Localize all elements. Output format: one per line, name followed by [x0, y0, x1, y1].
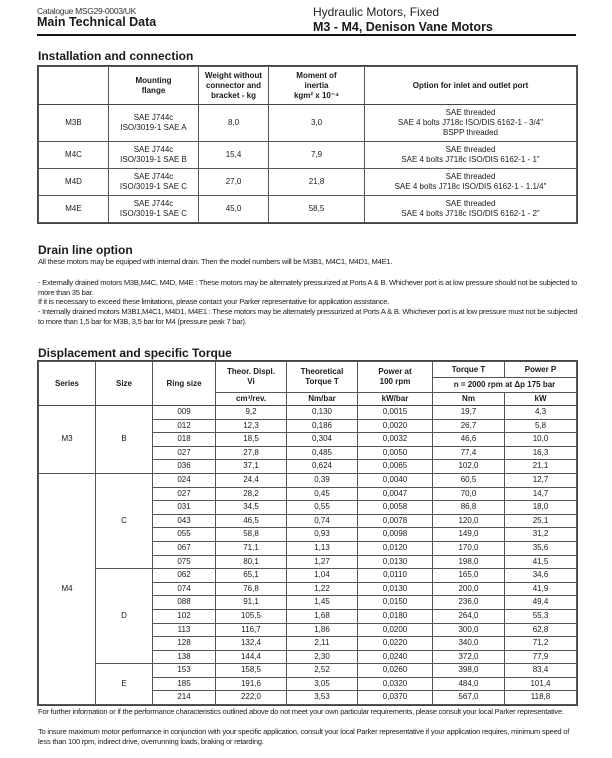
flange-line: ISO/3019-1 SAE C — [119, 209, 188, 218]
ring-cell: 031 — [153, 501, 216, 515]
col-displ-line: Vi — [247, 377, 255, 386]
torque-cell: 1,22 — [287, 582, 358, 596]
col-size: Size — [96, 362, 153, 406]
displ-cell: 28,2 — [216, 487, 287, 501]
model-cell: M4C — [39, 142, 109, 169]
torque-t-cell: 170,0 — [433, 541, 505, 555]
power-cell: 0,0150 — [358, 596, 433, 610]
ring-cell: 067 — [153, 541, 216, 555]
power-p-cell: 49,4 — [505, 596, 577, 610]
power-cell: 0,0130 — [358, 582, 433, 596]
flange-cell — [109, 169, 199, 196]
weight-cell: 27,0 — [199, 169, 269, 196]
ring-cell: 055 — [153, 528, 216, 542]
power-p-cell: 10,0 — [505, 433, 577, 447]
ring-cell: 024 — [153, 473, 216, 487]
torque-cell: 1,68 — [287, 609, 358, 623]
ring-cell: 012 — [153, 419, 216, 433]
displ-cell: 58,8 — [216, 528, 287, 542]
port-cell — [365, 142, 577, 169]
displ-cell: 12,3 — [216, 419, 287, 433]
power-cell: 0,0058 — [358, 501, 433, 515]
unit-kw: kW — [505, 393, 577, 406]
torque-t-cell: 198,0 — [433, 555, 505, 569]
torque-cell: 0,55 — [287, 501, 358, 515]
series-cell: M3 — [39, 406, 96, 474]
torque-t-cell: 70,0 — [433, 487, 505, 501]
unit-displ: cm³/rev. — [216, 393, 287, 406]
ring-cell: 113 — [153, 623, 216, 637]
torque-cell: 0,74 — [287, 514, 358, 528]
torque-cell: 2,52 — [287, 664, 358, 678]
flange-line: SAE J744c — [133, 145, 174, 154]
drain-intro: All these motors may be equiped with internal drain. Then the model numbers will be M3B1, M4C1, M4D1, M4E1. — [38, 257, 393, 266]
torque-cell: 0,186 — [287, 419, 358, 433]
power-cell: 0,0032 — [358, 433, 433, 447]
col-displ-line: Theor. Displ. — [226, 367, 275, 376]
table-row — [39, 142, 577, 169]
displacement-section-title: Displacement and specific Torque — [38, 346, 232, 360]
power-p-cell: 34,6 — [505, 569, 577, 583]
table-row — [39, 569, 577, 583]
torque-t-cell: 26,7 — [433, 419, 505, 433]
displ-cell: 116,7 — [216, 623, 287, 637]
flange-line: SAE J744c — [133, 199, 174, 208]
ring-cell: 102 — [153, 609, 216, 623]
displ-cell: 105,5 — [216, 609, 287, 623]
torque-cell: 0,485 — [287, 446, 358, 460]
col-theor-displ — [216, 362, 287, 393]
table-row — [39, 196, 577, 223]
ring-cell: 062 — [153, 569, 216, 583]
torque-t-cell: 372,0 — [433, 650, 505, 664]
ring-cell: 153 — [153, 664, 216, 678]
torque-cell: 1,04 — [287, 569, 358, 583]
torque-cell: 0,93 — [287, 528, 358, 542]
torque-t-cell: 340,0 — [433, 637, 505, 651]
torque-t-cell: 120,0 — [433, 514, 505, 528]
unit-nm: Nm — [433, 393, 505, 406]
col-power-line: 100 rpm — [379, 377, 411, 386]
power-p-cell: 62,8 — [505, 623, 577, 637]
col-power-p: Power P — [505, 362, 577, 378]
unit-torque: Nm/bar — [287, 393, 358, 406]
table-row — [39, 406, 577, 420]
power-p-cell: 21,1 — [505, 460, 577, 474]
displacement-table — [38, 361, 577, 705]
displ-cell: 46,5 — [216, 514, 287, 528]
ring-cell: 018 — [153, 433, 216, 447]
ring-cell: 074 — [153, 582, 216, 596]
torque-cell: 3,53 — [287, 691, 358, 705]
torque-cell: 2,30 — [287, 650, 358, 664]
displ-cell: 37,1 — [216, 460, 287, 474]
flange-line: ISO/3019-1 SAE C — [119, 182, 188, 191]
power-p-cell: 31,2 — [505, 528, 577, 542]
model-cell: M3B — [39, 105, 109, 142]
power-p-cell: 118,8 — [505, 691, 577, 705]
torque-t-cell: 300,0 — [433, 623, 505, 637]
power-cell: 0,0065 — [358, 460, 433, 474]
col-torque-line: Torque T — [305, 377, 339, 386]
power-p-cell: 25,1 — [505, 514, 577, 528]
flange-line: ISO/3019-1 SAE B — [120, 155, 187, 164]
flange-cell — [109, 105, 199, 142]
weight-cell: 45,0 — [199, 196, 269, 223]
torque-cell: 1,13 — [287, 541, 358, 555]
power-cell: 0,0110 — [358, 569, 433, 583]
product-title: M3 - M4, Denison Vane Motors — [313, 20, 493, 34]
col-torque-t: Torque T — [433, 362, 505, 378]
power-cell: 0,0047 — [358, 487, 433, 501]
torque-cell: 1,86 — [287, 623, 358, 637]
series-cell: M4 — [39, 473, 96, 704]
torque-t-cell: 149,0 — [433, 528, 505, 542]
size-cell: E — [96, 664, 153, 705]
torque-t-cell: 484,0 — [433, 677, 505, 691]
displ-cell: 158,5 — [216, 664, 287, 678]
power-cell: 0,0078 — [358, 514, 433, 528]
displ-cell: 191,6 — [216, 677, 287, 691]
flange-line: ISO/3019-1 SAE A — [120, 123, 187, 132]
ring-cell: 214 — [153, 691, 216, 705]
port-cell — [365, 169, 577, 196]
power-p-cell: 16,3 — [505, 446, 577, 460]
torque-cell: 0,45 — [287, 487, 358, 501]
power-cell: 0,0370 — [358, 691, 433, 705]
power-p-cell: 14,7 — [505, 487, 577, 501]
torque-t-cell: 86,8 — [433, 501, 505, 515]
power-cell: 0,0220 — [358, 637, 433, 651]
col-weight-line: bracket - kg — [211, 90, 256, 100]
power-cell: 0,0040 — [358, 473, 433, 487]
installation-header-row — [39, 67, 577, 105]
displ-cell: 91,1 — [216, 596, 287, 610]
flange-cell — [109, 196, 199, 223]
ring-cell: 185 — [153, 677, 216, 691]
ring-cell: 138 — [153, 650, 216, 664]
ring-cell: 027 — [153, 487, 216, 501]
displ-cell: 132,4 — [216, 637, 287, 651]
torque-cell: 0,304 — [287, 433, 358, 447]
table-row — [39, 664, 577, 678]
power-p-cell: 71,2 — [505, 637, 577, 651]
weight-cell: 8,0 — [199, 105, 269, 142]
model-cell: M4D — [39, 169, 109, 196]
port-line: SAE threaded — [445, 172, 496, 181]
table-row — [39, 473, 577, 487]
displ-cell: 34,5 — [216, 501, 287, 515]
power-cell: 0,0098 — [358, 528, 433, 542]
col-weight-line: connector and — [205, 80, 262, 90]
displ-cell: 9,2 — [216, 406, 287, 420]
col-condition: n = 2000 rpm at Δp 175 bar — [433, 378, 577, 393]
displ-cell: 76,8 — [216, 582, 287, 596]
torque-t-cell: 567,0 — [433, 691, 505, 705]
displ-cell: 65,1 — [216, 569, 287, 583]
torque-t-cell: 165,0 — [433, 569, 505, 583]
port-line: SAE 4 bolts J718c ISO/DIS 6162-1 - 1.1/4" — [394, 182, 547, 191]
port-line: SAE threaded — [445, 108, 496, 117]
col-ring-size: Ring size — [153, 362, 216, 406]
torque-t-cell: 77,4 — [433, 446, 505, 460]
power-p-cell: 83,4 — [505, 664, 577, 678]
power-cell: 0,0320 — [358, 677, 433, 691]
col-inertia-line: kgm² x 10⁻⁴ — [293, 90, 340, 100]
catalogue-number: Catalogue MSG29-0003/UK — [37, 6, 136, 16]
power-p-cell: 18,0 — [505, 501, 577, 515]
torque-t-cell: 19,7 — [433, 406, 505, 420]
col-weight — [199, 67, 269, 105]
power-cell: 0,0130 — [358, 555, 433, 569]
col-weight-line: Weight without — [204, 70, 263, 80]
port-cell — [365, 196, 577, 223]
power-cell: 0,0260 — [358, 664, 433, 678]
col-torque-line: Theoretical — [300, 367, 344, 376]
torque-t-cell: 264,0 — [433, 609, 505, 623]
power-p-cell: 101,4 — [505, 677, 577, 691]
power-p-cell: 41,5 — [505, 555, 577, 569]
drain-internal: - Internally drained motors M3B1,M4C1, M4D1, M4E1 : These motors may be alternately pressurized at Ports A & B. Whichever port is at low pressure must not be subjected to more than 1,5 bar for M3B, 3,5 bar for M4 (pressure peak 7 bar). — [38, 307, 578, 326]
ring-cell: 075 — [153, 555, 216, 569]
flange-cell — [109, 142, 199, 169]
displ-cell: 144,4 — [216, 650, 287, 664]
size-cell: C — [96, 473, 153, 568]
power-p-cell: 4,3 — [505, 406, 577, 420]
ring-cell: 009 — [153, 406, 216, 420]
col-mounting-flange — [109, 67, 199, 105]
port-line: SAE 4 bolts J718c ISO/DIS 6162-1 - 2" — [401, 209, 540, 218]
torque-t-cell: 60,5 — [433, 473, 505, 487]
drain-section-title: Drain line option — [38, 243, 133, 257]
header-row — [39, 362, 577, 378]
power-p-cell: 12,7 — [505, 473, 577, 487]
port-line: BSPP threaded — [442, 128, 498, 137]
header-rule — [37, 34, 576, 36]
torque-cell: 0,39 — [287, 473, 358, 487]
flange-line: SAE J744c — [133, 172, 174, 181]
power-p-cell: 41,9 — [505, 582, 577, 596]
power-cell: 0,0020 — [358, 419, 433, 433]
power-cell: 0,0240 — [358, 650, 433, 664]
port-line: SAE threaded — [445, 145, 496, 154]
power-cell: 0,0050 — [358, 446, 433, 460]
torque-t-cell: 102,0 — [433, 460, 505, 474]
col-flange-line: Mounting — [135, 75, 172, 85]
inertia-cell: 3,0 — [269, 105, 365, 142]
displ-cell: 80,1 — [216, 555, 287, 569]
torque-t-cell: 398,0 — [433, 664, 505, 678]
torque-cell: 2,11 — [287, 637, 358, 651]
displ-cell: 71,1 — [216, 541, 287, 555]
power-p-cell: 77,9 — [505, 650, 577, 664]
col-port-option: Option for inlet and outlet port — [365, 67, 577, 105]
torque-cell: 1,27 — [287, 555, 358, 569]
port-line: SAE threaded — [445, 199, 496, 208]
installation-table — [38, 66, 577, 223]
table-row — [39, 105, 577, 142]
subtitle: Hydraulic Motors, Fixed — [313, 5, 440, 19]
ring-cell: 027 — [153, 446, 216, 460]
displ-cell: 24,4 — [216, 473, 287, 487]
torque-t-cell: 200,0 — [433, 582, 505, 596]
torque-t-cell: 46,6 — [433, 433, 505, 447]
col-flange-line: flange — [141, 85, 166, 95]
torque-cell: 0,624 — [287, 460, 358, 474]
ring-cell: 036 — [153, 460, 216, 474]
inertia-cell: 58,5 — [269, 196, 365, 223]
power-cell: 0,0200 — [358, 623, 433, 637]
size-cell: D — [96, 569, 153, 664]
power-cell: 0,0120 — [358, 541, 433, 555]
installation-section-title: Installation and connection — [38, 49, 194, 63]
ring-cell: 043 — [153, 514, 216, 528]
displ-cell: 27,8 — [216, 446, 287, 460]
power-p-cell: 5,8 — [505, 419, 577, 433]
port-line: SAE 4 bolts J718c ISO/DIS 6162-1 - 1" — [401, 155, 540, 164]
power-cell: 0,0180 — [358, 609, 433, 623]
unit-power: kW/bar — [358, 393, 433, 406]
torque-cell: 0,130 — [287, 406, 358, 420]
size-cell: B — [96, 406, 153, 474]
port-cell — [365, 105, 577, 142]
displ-cell: 18,5 — [216, 433, 287, 447]
power-p-cell: 55,3 — [505, 609, 577, 623]
torque-cell: 1,45 — [287, 596, 358, 610]
weight-cell: 15,4 — [199, 142, 269, 169]
col-inertia — [269, 67, 365, 105]
torque-t-cell: 236,0 — [433, 596, 505, 610]
col-model — [39, 67, 109, 105]
drain-external: - Externally drained motors M3B,M4C, M4D, M4E : These motors may be alternately pressurized at Ports A & B. Whichever port is at low pressure should not be subjected to more than 35 bar. — [38, 278, 578, 297]
torque-cell: 3,05 — [287, 677, 358, 691]
footer-note-performance: To insure maximum motor performance in conjunction with your specific application, consult your local Parker representative if your application requires, minimum speed of less than 100 rpm, indirect drive, overrunning loads, braking or retarding. — [38, 727, 570, 746]
displ-cell: 222,0 — [216, 691, 287, 705]
col-power-100rpm — [358, 362, 433, 393]
flange-line: SAE J744c — [133, 113, 174, 122]
footer-note-further-info: For further information or if the performance characteristics outlined above do not meet your own particular requirements, please consult your local Parker representative. — [38, 707, 564, 716]
drain-exceed: If it is necessary to exceed these limitations, please contact your Parker representative for application assistance. — [38, 297, 390, 306]
col-theor-torque — [287, 362, 358, 393]
col-series: Series — [39, 362, 96, 406]
ring-cell: 128 — [153, 637, 216, 651]
port-line: SAE 4 bolts J718c ISO/DIS 6162-1 - 3/4" — [397, 118, 544, 127]
table-row — [39, 169, 577, 196]
inertia-cell: 21,8 — [269, 169, 365, 196]
power-cell: 0,0015 — [358, 406, 433, 420]
inertia-cell: 7,9 — [269, 142, 365, 169]
power-p-cell: 35,6 — [505, 541, 577, 555]
col-inertia-line: Moment of — [296, 70, 337, 80]
main-title: Main Technical Data — [37, 15, 157, 29]
model-cell: M4E — [39, 196, 109, 223]
col-power-line: Power at — [378, 367, 412, 376]
ring-cell: 088 — [153, 596, 216, 610]
col-inertia-line: inertia — [304, 80, 329, 90]
